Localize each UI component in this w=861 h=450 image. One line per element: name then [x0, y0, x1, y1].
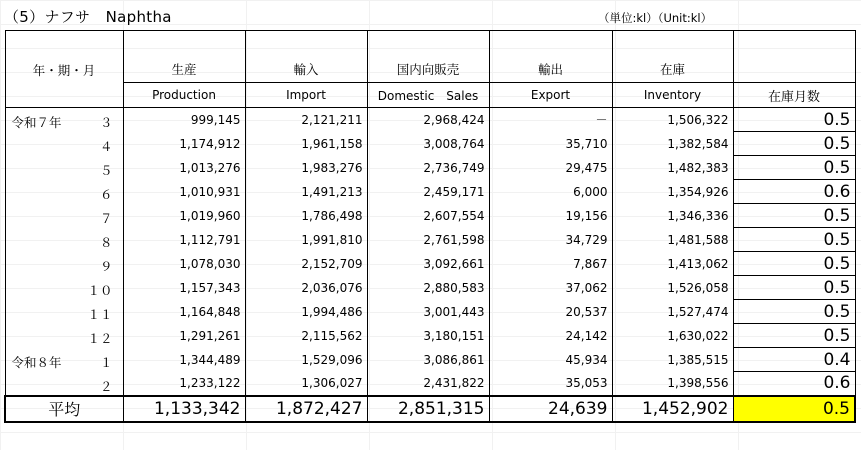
- export-cell: 6,000: [489, 180, 612, 204]
- export-cell: 34,729: [489, 228, 612, 252]
- average-label: 平均: [5, 396, 123, 422]
- average-import: 1,872,427: [245, 396, 367, 422]
- header-row-en: [5, 83, 855, 108]
- period-cell: [5, 156, 123, 180]
- inventory-months-cell: 0.6: [733, 372, 855, 396]
- month-label: １１: [87, 306, 113, 322]
- month-label: １０: [87, 282, 113, 298]
- header-export-en: Export: [489, 83, 612, 108]
- domestic-sales-cell: 2,736,749: [367, 156, 489, 180]
- export-cell: 45,934: [489, 348, 612, 372]
- page-title: （5）ナフサ Naphtha: [4, 8, 172, 26]
- naphtha-table: [4, 30, 856, 423]
- header-row-ja: [5, 57, 855, 83]
- period-cell: [5, 372, 123, 396]
- inventory-months-cell: 0.5: [733, 204, 855, 228]
- header-row-top: [5, 31, 855, 57]
- month-label: ９: [99, 258, 113, 274]
- import-cell: 2,152,709: [245, 252, 367, 276]
- export-cell: 7,867: [489, 252, 612, 276]
- month-label: ４: [99, 138, 113, 154]
- production-cell: 1,013,276: [123, 156, 245, 180]
- import-cell: 1,529,096: [245, 348, 367, 372]
- import-cell: 1,983,276: [245, 156, 367, 180]
- domestic-sales-cell: 3,008,764: [367, 132, 489, 156]
- domestic-sales-cell: 2,761,598: [367, 228, 489, 252]
- production-cell: 1,112,791: [123, 228, 245, 252]
- month-label: ２: [99, 378, 113, 394]
- inventory-cell: 1,481,588: [612, 228, 733, 252]
- inventory-cell: 1,527,474: [612, 300, 733, 324]
- inventory-cell: 1,385,515: [612, 348, 733, 372]
- average-inventory: 1,452,902: [612, 396, 733, 422]
- average-export: 24,639: [489, 396, 612, 422]
- inventory-months-cell: 0.5: [733, 108, 855, 132]
- production-cell: 1,164,848: [123, 300, 245, 324]
- table-row: [5, 300, 855, 324]
- inventory-months-cell: 0.5: [733, 132, 855, 156]
- export-cell: 24,142: [489, 324, 612, 348]
- month-label: １: [99, 354, 113, 370]
- import-cell: 1,786,498: [245, 204, 367, 228]
- month-label: ７: [99, 210, 113, 226]
- table-row: [5, 156, 855, 180]
- unit-note: （単位:kl）（Unit:kl）: [598, 11, 713, 25]
- header-cell: [245, 31, 367, 57]
- header-import-en: Import: [245, 83, 367, 108]
- inventory-months-cell: 0.4: [733, 348, 855, 372]
- table-row: [5, 228, 855, 252]
- average-inventory-months: 0.5: [733, 396, 855, 422]
- period-cell: [5, 132, 123, 156]
- export-cell: 19,156: [489, 204, 612, 228]
- table-row: [5, 252, 855, 276]
- import-cell: 2,121,211: [245, 108, 367, 132]
- inventory-cell: 1,413,062: [612, 252, 733, 276]
- table-row: [5, 372, 855, 396]
- header-production-en: Production: [123, 83, 245, 108]
- period-cell: [5, 324, 123, 348]
- inventory-cell: 1,382,584: [612, 132, 733, 156]
- domestic-sales-cell: 3,086,861: [367, 348, 489, 372]
- header-cell: [733, 57, 855, 83]
- export-cell: 35,053: [489, 372, 612, 396]
- production-cell: 999,145: [123, 108, 245, 132]
- header-inventory-en: Inventory: [612, 83, 733, 108]
- average-production: 1,133,342: [123, 396, 245, 422]
- domestic-sales-cell: 3,001,443: [367, 300, 489, 324]
- export-cell: 29,475: [489, 156, 612, 180]
- table-row: [5, 324, 855, 348]
- inventory-cell: 1,354,926: [612, 180, 733, 204]
- inventory-cell: 1,482,383: [612, 156, 733, 180]
- header-ratio: 在庫月数: [733, 83, 855, 108]
- period-cell: [5, 108, 123, 132]
- import-cell: 2,115,562: [245, 324, 367, 348]
- table-row: [5, 276, 855, 300]
- production-cell: 1,078,030: [123, 252, 245, 276]
- table-row: [5, 204, 855, 228]
- inventory-cell: 1,506,322: [612, 108, 733, 132]
- inventory-cell: 1,526,058: [612, 276, 733, 300]
- import-cell: 1,994,486: [245, 300, 367, 324]
- import-cell: 1,306,027: [245, 372, 367, 396]
- era-label: 令和８年: [11, 354, 62, 370]
- import-cell: 1,961,158: [245, 132, 367, 156]
- header-production-ja: 生産: [123, 57, 245, 83]
- domestic-sales-cell: 3,092,661: [367, 252, 489, 276]
- export-cell: 35,710: [489, 132, 612, 156]
- average-row: [5, 396, 855, 422]
- header-export-ja: 輸出: [489, 57, 612, 83]
- table-row: [5, 132, 855, 156]
- import-cell: 1,991,810: [245, 228, 367, 252]
- header-cell: [123, 31, 245, 57]
- table-row: [5, 348, 855, 372]
- header-cell: [367, 31, 489, 57]
- inventory-cell: 1,398,556: [612, 372, 733, 396]
- header-cell: [612, 31, 733, 57]
- period-cell: [5, 204, 123, 228]
- header-domestic-ja: 国内向販売: [367, 57, 489, 83]
- period-cell: [5, 252, 123, 276]
- era-label: 令和７年: [11, 115, 62, 130]
- production-cell: 1,344,489: [123, 348, 245, 372]
- export-cell: 37,062: [489, 276, 612, 300]
- domestic-sales-cell: 2,431,822: [367, 372, 489, 396]
- inventory-cell: 1,630,022: [612, 324, 733, 348]
- header-inventory-ja: 在庫: [612, 57, 733, 83]
- header-period: 年・期・月: [5, 57, 123, 83]
- period-cell: [5, 348, 123, 372]
- inventory-months-cell: 0.5: [733, 228, 855, 252]
- header-cell: [5, 31, 123, 57]
- header-domestic-en: Domestic Sales: [367, 83, 489, 108]
- period-cell: [5, 300, 123, 324]
- header-import-ja: 輸入: [245, 57, 367, 83]
- production-cell: 1,174,912: [123, 132, 245, 156]
- month-label: ３: [99, 115, 113, 130]
- import-cell: 1,491,213: [245, 180, 367, 204]
- domestic-sales-cell: 3,180,151: [367, 324, 489, 348]
- month-label: ６: [99, 186, 113, 202]
- inventory-months-cell: 0.5: [733, 252, 855, 276]
- header-cell: [489, 31, 612, 57]
- import-cell: 2,036,076: [245, 276, 367, 300]
- period-cell: [5, 180, 123, 204]
- inventory-months-cell: 0.5: [733, 300, 855, 324]
- table-row: [5, 108, 855, 132]
- average-domestic-sales: 2,851,315: [367, 396, 489, 422]
- header-cell: [733, 31, 855, 57]
- period-cell: [5, 228, 123, 252]
- production-cell: 1,019,960: [123, 204, 245, 228]
- production-cell: 1,157,343: [123, 276, 245, 300]
- inventory-months-cell: 0.5: [733, 276, 855, 300]
- inventory-months-cell: 0.6: [733, 180, 855, 204]
- domestic-sales-cell: 2,968,424: [367, 108, 489, 132]
- domestic-sales-cell: 2,459,171: [367, 180, 489, 204]
- period-cell: [5, 276, 123, 300]
- domestic-sales-cell: 2,880,583: [367, 276, 489, 300]
- month-label: ５: [99, 162, 113, 178]
- export-cell: －: [489, 108, 612, 132]
- month-label: ８: [99, 234, 113, 250]
- export-cell: 20,537: [489, 300, 612, 324]
- table-row: [5, 180, 855, 204]
- month-label: １２: [87, 330, 113, 346]
- inventory-months-cell: 0.5: [733, 324, 855, 348]
- header-cell: [5, 83, 123, 108]
- inventory-months-cell: 0.5: [733, 156, 855, 180]
- production-cell: 1,291,261: [123, 324, 245, 348]
- production-cell: 1,010,931: [123, 180, 245, 204]
- domestic-sales-cell: 2,607,554: [367, 204, 489, 228]
- inventory-cell: 1,346,336: [612, 204, 733, 228]
- production-cell: 1,233,122: [123, 372, 245, 396]
